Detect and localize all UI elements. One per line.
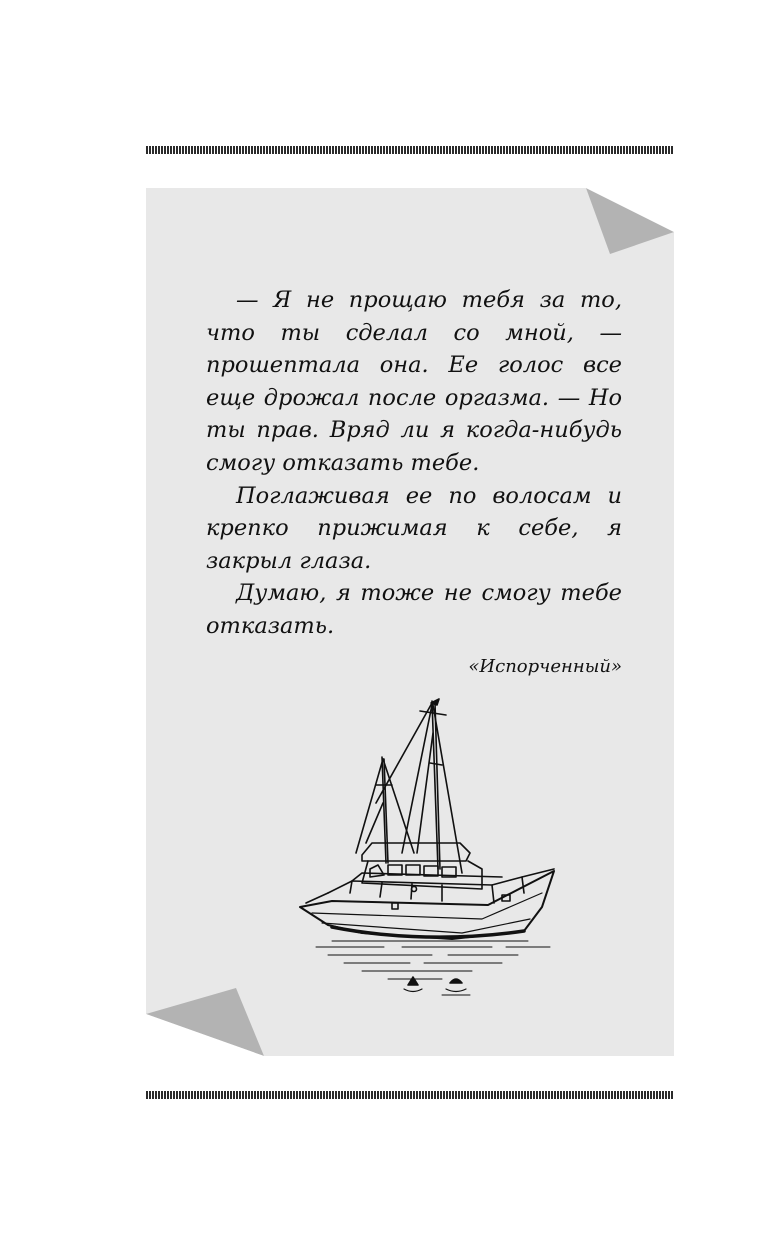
- quote-paragraph: Поглаживая ее по волосам и крепко прижимая к себе, я закрыл глаза.: [206, 482, 622, 574]
- sailboat-sketch-icon: [292, 693, 562, 1011]
- quote-paragraph: — Я не прощаю тебя за то, что ты сделал со мной, — прошептала она. Ее голос все еще дрожал после оргазма. — Но ты прав. Вряд ли я когда-нибудь смогу отказать тебе.: [206, 287, 622, 476]
- bottom-divider: [146, 1091, 674, 1099]
- top-divider: [146, 146, 674, 154]
- quote-card: [146, 188, 674, 1056]
- page-fold-top-right-icon: [586, 188, 674, 254]
- quote-attribution: «Испорченный»: [468, 655, 622, 677]
- quote-text: [206, 284, 622, 683]
- page-fold-bottom-left-icon: [146, 988, 264, 1056]
- quote-paragraph: Думаю, я тоже не смогу тебе отказать.: [206, 580, 622, 639]
